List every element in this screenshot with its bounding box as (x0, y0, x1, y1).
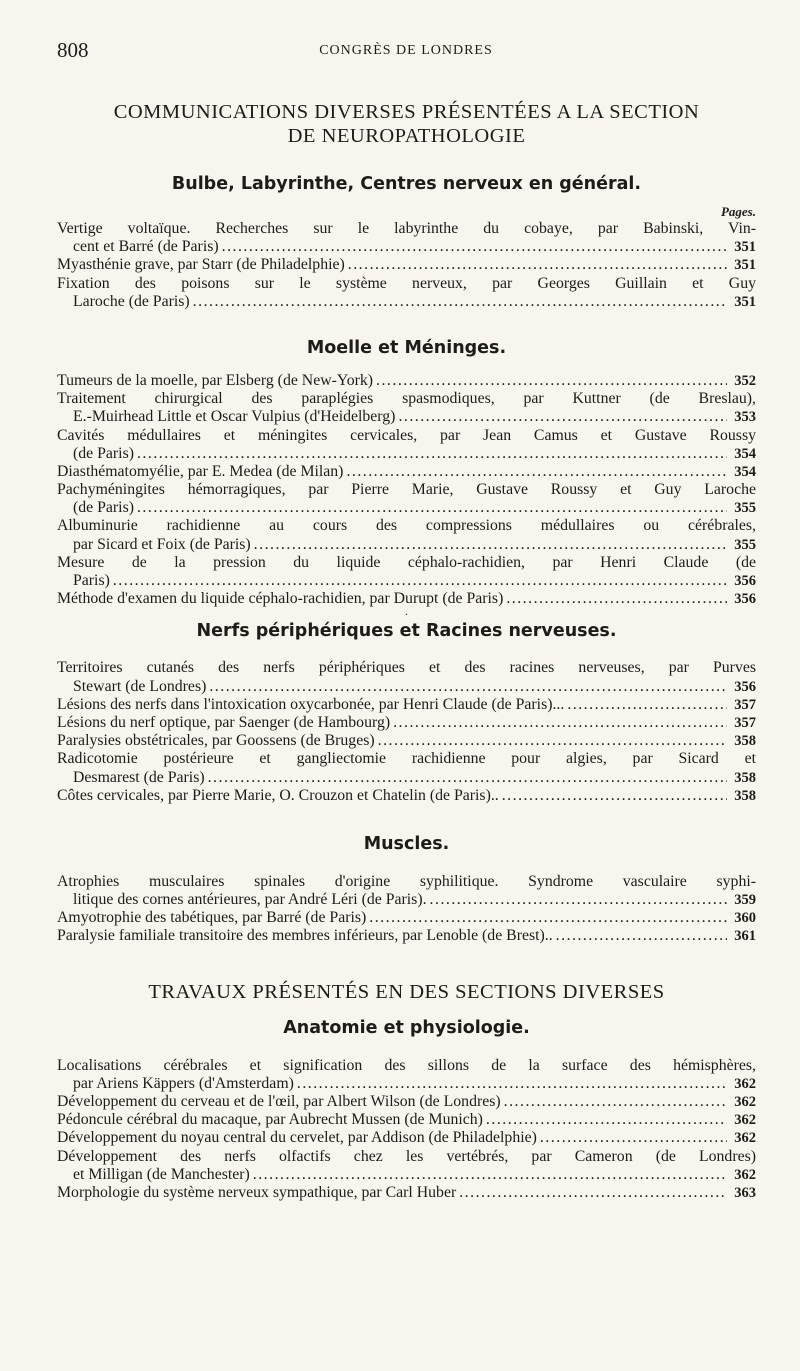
second-title: TRAVAUX PRÉSENTÉS EN DES SECTIONS DIVERSES (148, 980, 665, 1003)
leader-dots (113, 572, 727, 590)
page-ref: 354 (734, 445, 756, 462)
entry-text: cent et Barré (de Paris) (73, 238, 219, 256)
entry-line (57, 499, 756, 517)
leader-dots (222, 238, 727, 256)
toc-entry (57, 590, 756, 608)
toc-entry (57, 659, 756, 695)
page-ref: 357 (734, 696, 756, 713)
toc-entry (57, 696, 756, 714)
entry-line (57, 1184, 756, 1202)
page-ref: 353 (734, 409, 756, 426)
entry-line (57, 769, 756, 787)
leader-dots (208, 769, 727, 787)
leader-dots (376, 372, 727, 390)
entry-text: Pédoncule cérébral du macaque, par Aubrecht Mussen (de Munich) (57, 1111, 483, 1129)
entry-text: Myasthénie grave, par Starr (de Philadelphie) (57, 256, 345, 274)
page-ref: 355 (734, 536, 756, 553)
toc-entry (57, 787, 756, 805)
toc-entry (57, 1057, 756, 1093)
entry-line: Radicotomie postérieure et gangliectomie rachidienne pour algies, par Sicard et (57, 750, 756, 768)
toc-entry (57, 732, 756, 750)
toc-entry (57, 1184, 756, 1202)
page-ref: 358 (734, 733, 756, 750)
page-ref: 354 (734, 463, 756, 480)
leader-dots (297, 1075, 727, 1093)
page-ref: 356 (734, 591, 756, 608)
page-ref: 362 (734, 1112, 756, 1129)
entry-line (57, 1093, 756, 1111)
toc-entry (57, 750, 756, 786)
entry-line (57, 463, 756, 481)
entry-line (57, 572, 756, 590)
running-header (57, 38, 755, 64)
page-ref: 358 (734, 787, 756, 804)
entry-text: Amyotrophie des tabétiques, par Barré (de Paris) (57, 909, 367, 927)
page-ref: 352 (734, 372, 756, 389)
entry-text: Diasthématomyélie, par E. Medea (de Milan) (57, 462, 344, 480)
running-title: CONGRÈS DE LONDRES (319, 43, 493, 58)
entry-line (57, 714, 756, 732)
toc-entry (57, 873, 756, 909)
leader-dots (254, 536, 727, 554)
entry-text: Méthode d'examen du liquide céphalo-rachidien, par Durupt (de Paris) (57, 590, 504, 608)
entry-line: Traitement chirurgical des paraplégies spasmodiques, par Kuttner (de Breslau), (57, 390, 756, 408)
entry-text: litique des cornes antérieures, par André Léri (de Paris). (73, 891, 427, 909)
contents (57, 100, 756, 1202)
leader-dots (504, 1093, 727, 1111)
toc-entry (57, 275, 756, 311)
entry-line: Fixation des poisons sur le système nerveux, par Georges Guillain et Guy (57, 274, 756, 292)
entry-line (57, 408, 756, 426)
page-ref: 359 (734, 892, 756, 909)
leader-dots (459, 1184, 727, 1202)
leader-dots (378, 732, 727, 750)
page-ref: 356 (734, 573, 756, 589)
leader-dots (567, 696, 727, 714)
entry-line: Pachyméningites hémorragiques, par Pierre Marie, Gustave Roussy et Guy Laroche (57, 481, 756, 499)
page-ref: 355 (734, 500, 756, 517)
entry-line (57, 590, 756, 608)
page-ref: 351 (734, 293, 756, 310)
leader-dots (506, 590, 727, 608)
page-ref: 363 (734, 1184, 756, 1201)
page-ref: 362 (734, 1130, 756, 1147)
leader-dots (346, 463, 727, 481)
toc-entry (57, 1093, 756, 1111)
page-ref: 351 (734, 257, 756, 274)
entry-line (57, 372, 756, 390)
entry-line: Albuminurie rachidienne au cours des compressions médullaires ou cérébrales, (57, 517, 756, 535)
entry-text: Laroche (de Paris) (73, 292, 190, 310)
page-ref: 360 (734, 910, 756, 927)
entry-line (57, 1129, 756, 1147)
entry-line (57, 293, 756, 311)
entry-line (57, 536, 756, 554)
entry-line: Mesure de la pression du liquide céphalo-rachidien, par Henri Claude (de (57, 553, 756, 571)
leader-dots (253, 1166, 727, 1184)
toc-entry (57, 463, 756, 481)
main-title-line-2: DE NEUROPATHOLOGIE (287, 125, 526, 147)
entry-line (57, 787, 756, 805)
toc-entry (57, 256, 756, 274)
entry-line: Développement des nerfs olfactifs chez les vertébrés, par Cameron (de Londres) (57, 1147, 756, 1165)
page-number: 808 (57, 38, 89, 62)
entry-line (57, 732, 756, 750)
leader-dots (193, 293, 727, 311)
entry-text: Côtes cervicales, par Pierre Marie, O. Crouzon et Chatelin (de Paris).. (57, 786, 499, 804)
entry-text: Desmarest (de Paris) (73, 768, 205, 786)
toc-entry (57, 1111, 756, 1129)
section-heading: Moelle et Méninges. (306, 337, 507, 358)
entry-text: par Ariens Käppers (d'Amsterdam) (73, 1074, 294, 1092)
entry-line (57, 696, 756, 714)
entry-line (57, 678, 756, 696)
toc-entry (57, 220, 756, 256)
entry-text: Lésions du nerf optique, par Saenger (de Hambourg) (57, 713, 391, 731)
toc-entry (57, 372, 756, 390)
entry-text: par Sicard et Foix (de Paris) (73, 535, 251, 553)
toc-entry (57, 714, 756, 732)
section-heading: Nerfs périphériques et Racines nerveuses. (196, 621, 617, 642)
entry-line (57, 238, 756, 256)
entry-text: (de Paris) (73, 444, 134, 462)
entry-line (57, 1111, 756, 1129)
toc-entry (57, 517, 756, 553)
toc-entry (57, 1148, 756, 1184)
entry-text: Lésions des nerfs dans l'intoxication oxycarbonée, par Henri Claude (de Paris)... (57, 695, 565, 713)
entry-line (57, 445, 756, 463)
page-ref: 362 (734, 1075, 756, 1092)
section-heading: Bulbe, Labyrinthe, Centres nerveux en général. (171, 174, 642, 194)
ink-mark: · (404, 607, 409, 622)
toc-entry (57, 927, 756, 945)
entry-line: Territoires cutanés des nerfs périphériques et des racines nerveuses, par Purves (57, 659, 756, 677)
entry-text: Morphologie du système nerveux sympathique, par Carl Huber (57, 1183, 457, 1201)
entry-text: Paralysies obstétricales, par Goossens (de Bruges) (57, 732, 375, 750)
entry-text: Développement du cerveau et de l'œil, par Albert Wilson (de Londres) (57, 1093, 501, 1110)
toc-entry (57, 909, 756, 927)
toc-entry (57, 427, 756, 463)
entry-text: Paralysie familiale transitoire des membres inférieurs, par Lenoble (de Brest).. (57, 927, 553, 945)
leader-dots (209, 678, 727, 696)
page-ref: 362 (734, 1094, 756, 1110)
leader-dots (556, 927, 727, 945)
entry-text: Développement du noyau central du cervelet, par Addison (de Philadelphie) (57, 1129, 537, 1147)
entry-text: (de Paris) (73, 499, 134, 517)
leader-dots (398, 408, 727, 426)
leader-dots (348, 256, 727, 274)
main-title-line-1: COMMUNICATIONS DIVERSES PRÉSENTÉES A LA SECTION (113, 101, 700, 123)
page-ref: 358 (734, 769, 756, 786)
leader-dots (137, 445, 727, 463)
entry-line (57, 1075, 756, 1093)
page-ref: 356 (734, 678, 756, 695)
entry-text: et Milligan (de Manchester) (73, 1165, 250, 1183)
section-heading: Anatomie et physiologie. (283, 1017, 530, 1038)
toc-entry (57, 1129, 756, 1147)
entry-line: Vertige voltaïque. Recherches sur le labyrinthe du cobaye, par Babinski, Vin- (57, 220, 756, 237)
leader-dots (393, 714, 727, 732)
entry-line: Cavités médullaires et méningites cervicales, par Jean Camus et Gustave Roussy (57, 426, 756, 444)
leader-dots (137, 499, 727, 517)
entry-line (57, 256, 756, 274)
entry-line (57, 909, 756, 927)
page-ref: 362 (734, 1166, 756, 1183)
entry-text: Tumeurs de la moelle, par Elsberg (de New-York) (57, 371, 374, 389)
toc-entry (57, 481, 756, 517)
section-heading: Muscles. (363, 833, 450, 854)
leader-dots (430, 891, 727, 909)
page-ref: 357 (734, 714, 756, 731)
leader-dots (369, 909, 727, 927)
entry-line (57, 927, 756, 945)
leader-dots (502, 787, 727, 805)
toc-entry (57, 554, 756, 590)
leader-dots (540, 1129, 727, 1147)
entry-text: Paris) (73, 572, 110, 589)
page-ref: 351 (734, 239, 756, 256)
entry-line: Localisations cérébrales et signification des sillons de la surface des hémisphères, (57, 1056, 756, 1074)
leader-dots (486, 1111, 727, 1129)
entry-line (57, 1166, 756, 1184)
page-ref: 361 (734, 928, 756, 945)
entry-line: Atrophies musculaires spinales d'origine syphilitique. Syndrome vasculaire syphi- (57, 872, 756, 890)
pages-column-label: Pages. (720, 204, 756, 219)
toc-entry (57, 390, 756, 426)
entry-line (57, 891, 756, 909)
entry-text: E.-Muirhead Little et Oscar Vulpius (d'Heidelberg) (73, 408, 396, 426)
entry-text: Stewart (de Londres) (73, 677, 207, 695)
